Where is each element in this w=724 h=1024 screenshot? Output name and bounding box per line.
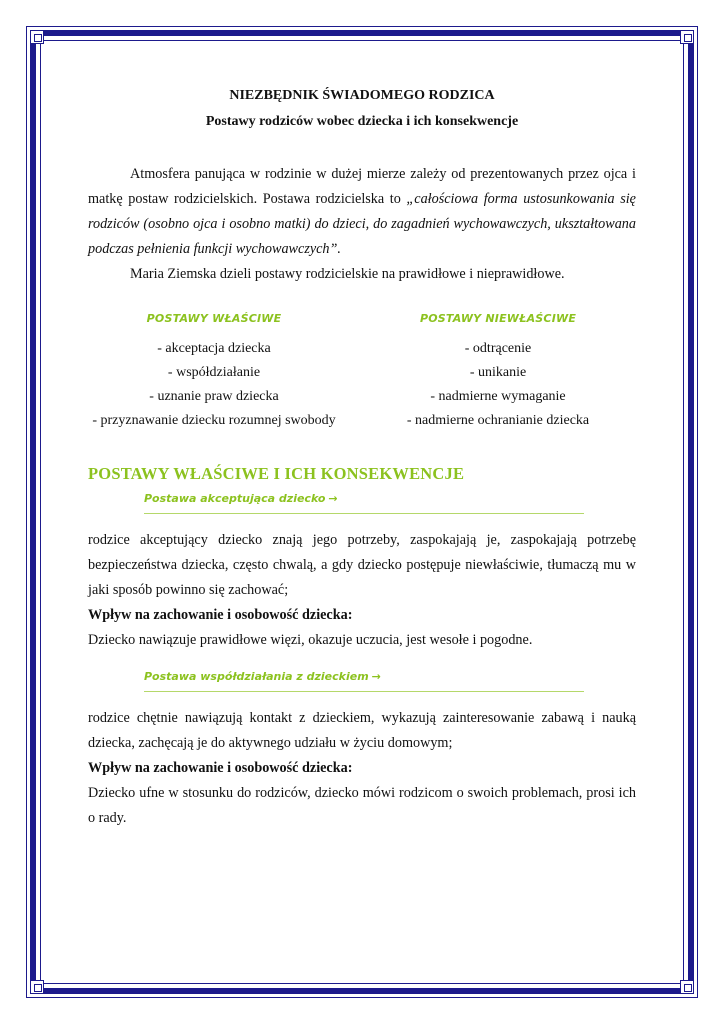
section-block-acceptance	[88, 528, 636, 653]
effect-heading: Wpływ na zachowanie i osobowość dziecka:	[88, 760, 353, 776]
document-subtitle: Postawy rodziców wobec dziecka i ich konsekwencje	[205, 114, 519, 129]
section-block-cooperation	[88, 706, 636, 831]
corner-ornament-icon	[30, 30, 44, 44]
effect-heading: Wpływ na zachowanie i osobowość dziecka:	[88, 607, 353, 623]
column-proper-heading: POSTAWY WŁAŚCIWE	[146, 312, 282, 325]
column-improper-heading: POSTAWY NIEWŁAŚCIWE	[419, 312, 577, 325]
list-item: - unikanie	[469, 365, 527, 380]
block-text: rodzice chętnie nawiązują kontakt z dzieckiem, wykazują zainteresowanie zabawą i nauką dziecka, zachęcają je do aktywnego udziału w życiu domowym;	[88, 710, 636, 751]
column-proper	[88, 307, 340, 433]
intro-text: Atmosfera panująca w rodzinie w dużej mierze zależy od prezentowanych przez ojca i matkę postaw rodzicielskich. Postawa rodzicielska to	[88, 166, 636, 207]
list-item: - współdziałanie	[167, 365, 261, 380]
effect-text: Dziecko ufne w stosunku do rodziców, dziecko mówi rodzicom o swoich problemach, prosi ich o rady.	[88, 785, 636, 826]
list-item: - nadmierne ochranianie dziecka	[406, 413, 590, 428]
subsection-heading-cooperation	[144, 667, 584, 692]
block-text: rodzice akceptujący dziecko znają jego potrzeby, zaspokajają je, zaspokajają potrzebę bezpieczeństwa dziecka, często chwalą, a gdy dziecko postępuje niewłaściwie, tłumaczą mu w jaki sposób powinno się zachować;	[88, 532, 636, 598]
intro-definition: „całościowa forma ustosunkowania się rodziców (osobno ojca i osobno matki) do dzieci, do zagadnień wychowawczych, ukształtowana podczas pełnienia funkcji wychowawczych”.	[88, 191, 636, 257]
list-item: - uznanie praw dziecka	[149, 389, 279, 404]
section-heading: POSTAWY WŁAŚCIWE I ICH KONSEKWENCJE	[88, 464, 465, 483]
corner-ornament-icon	[30, 980, 44, 994]
arrow-right-icon: →	[371, 670, 381, 683]
list-item: - nadmierne wymaganie	[430, 389, 566, 404]
column-improper	[340, 307, 636, 433]
corner-ornament-icon	[680, 980, 694, 994]
list-item: - przyznawanie dziecku rozumnej swobody	[92, 413, 336, 428]
list-item: - akceptacja dziecka	[157, 341, 271, 356]
ziemska-paragraph: Maria Ziemska dzieli postawy rodzicielskie na prawidłowe i nieprawidłowe.	[130, 266, 565, 282]
corner-ornament-icon	[680, 30, 694, 44]
effect-text: Dziecko nawiązuje prawidłowe więzi, okazuje uczucia, jest wesołe i pogodne.	[88, 632, 533, 648]
subsection-heading-text: Postawa współdziałania z dzieckiem	[144, 670, 369, 683]
document-title: NIEZBĘDNIK ŚWIADOMEGO RODZICA	[229, 88, 495, 103]
subsection-heading-acceptance	[144, 489, 584, 514]
subsection-heading-text: Postawa akceptująca dziecko	[144, 492, 326, 505]
list-item: - odtrącenie	[464, 341, 532, 356]
intro-paragraph	[88, 162, 636, 262]
attitudes-columns	[88, 307, 636, 433]
arrow-right-icon: →	[328, 492, 338, 505]
document-body	[88, 82, 636, 831]
